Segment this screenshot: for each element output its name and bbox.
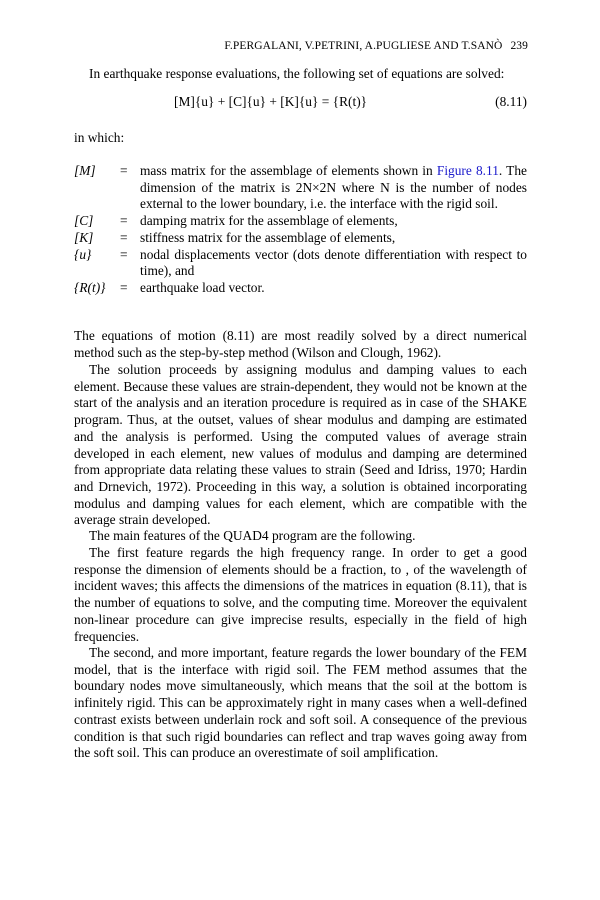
definition-symbol: [M] [74,163,96,178]
definition-text: earthquake load vector. [140,279,265,295]
definition-symbol: {u} [74,246,92,262]
equation: [M]{u} + [C]{u} + [K]{u} = {R(t)} [174,94,368,109]
definition-item [74,213,527,230]
body-paragraph: The solution proceeds by assigning modulus and damping values to each element. Because these values are strain-dependent, they would not be known at the start of the analysis and an iteration procedure is required as in case of the SHAKE program. Thus, at the outset, values of shear modulus and damping are estimated and the analysis is performed. Using the computed values of average strain developed in each element, new values of modulus and damping are determined from appropriate data relating these values to strain (Seed and Idriss, 1970; Hardin and Drnevich, 1972). Proceeding in this way, a solution is obtained incorporating modulus and damping values for each element, which are compatible with the average strain developed. [74,362,527,528]
equation-block [74,94,527,114]
body-paragraph: The first feature regards the high frequency range. In order to get a good response the dimension of elements should be a fraction, to , of the wavelength of incident waves; this affects the dimensions of the matrices in equation (8.11), that is the number of equations to solve, and the computing time. Moreover the equivalent non-linear procedure can give imprecise results, especially in the field of high frequencies. [74,545,527,644]
equation-number: (8.11) [495,94,527,109]
definition-symbol: [K] [74,229,94,245]
definition-item [74,247,527,280]
definition-text: nodal displacements vector (dots denote differentiation with respect to time), and [140,246,527,279]
definition-equals: = [120,229,128,245]
definition-text: damping matrix for the assemblage of elements, [140,213,398,229]
intro-paragraph: In earthquake response evaluations, the following set of equations are solved: [89,66,505,81]
running-header [224,40,528,52]
definition-symbol: {R(t)} [74,279,106,295]
header-authors: F.PERGALANI, V.PETRINI, A.PUGLIESE AND T.SANÒ [224,40,503,52]
definition-item [74,230,527,247]
body-paragraph: The second, and more important, feature regards the lower boundary of the FEM model, that is the interface with rigid soil. The FEM method assumes that the boundary nodes move simultaneously, which means that the soil at the bottom is infinitely rigid. This can be approximately right in many cases when a well-defined contrast exists between underlain rock and soft soil. A consequence of the previous condition is that such rigid boundaries can reflect and trap waves going away from the soft soil. This can produce an overestimate of soil amplification. [74,645,527,761]
definitions-list [74,163,527,297]
body-paragraph: The main features of the QUAD4 program are the following. [89,528,416,543]
definition-text: mass matrix for the assemblage of elements shown in Figure 8.11. The dimension of the matrix is 2N×2N where N is the number of nodes external to the lower boundary, i.e. the interface with the rigid soil. [140,163,527,212]
figure-link[interactable]: Figure 8.11 [436,163,499,178]
definition-text: stiffness matrix for the assemblage of elements, [140,229,396,245]
definition-item [74,163,527,213]
definition-equals: = [120,246,128,262]
body-paragraph: The equations of motion (8.11) are most readily solved by a direct numerical method such as the step-by-step method (Wilson and Clough, 1962). [74,328,527,360]
definition-equals: = [120,163,128,178]
definition-item [74,280,527,297]
definition-equals: = [120,213,128,229]
in-which-label: in which: [74,130,125,145]
definition-equals: = [120,279,128,295]
definition-symbol: [C] [74,213,94,229]
page-number: 239 [510,40,528,52]
